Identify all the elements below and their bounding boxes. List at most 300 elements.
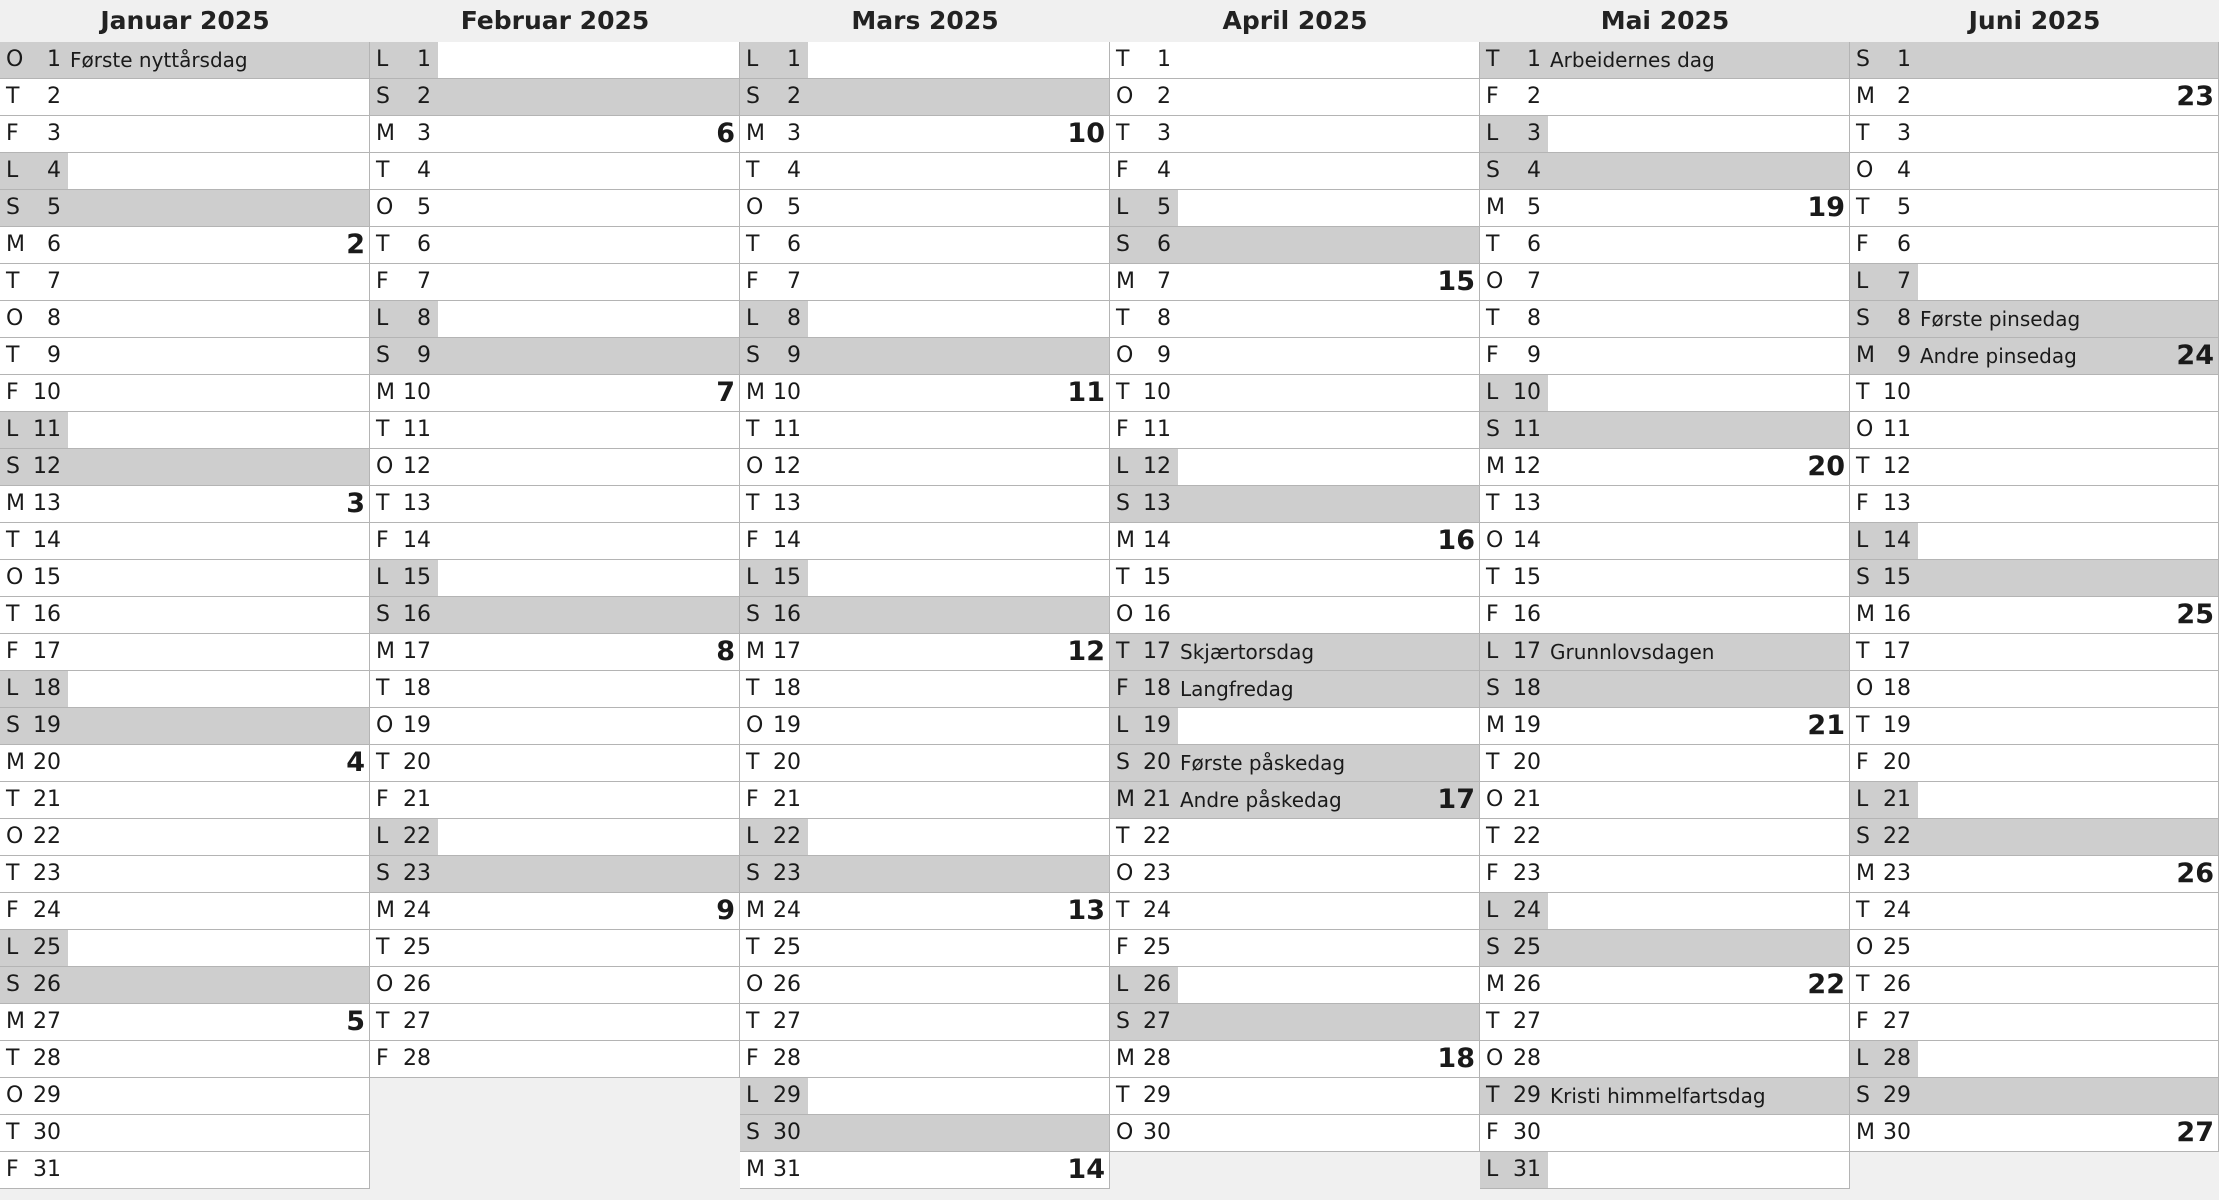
day-cell[interactable] bbox=[0, 1041, 370, 1078]
day-cell[interactable] bbox=[0, 1078, 370, 1115]
day-number: 7 bbox=[787, 269, 801, 294]
day-number: 10 bbox=[33, 380, 61, 405]
weekday-letter: T bbox=[376, 158, 390, 183]
day-cell[interactable] bbox=[740, 227, 1110, 264]
day-number: 3 bbox=[1897, 121, 1911, 146]
day-cell[interactable] bbox=[1480, 301, 1850, 338]
day-cell[interactable] bbox=[0, 301, 370, 338]
weekday-letter: T bbox=[1116, 306, 1130, 331]
weekday-letter: F bbox=[1486, 343, 1499, 368]
day-cell[interactable] bbox=[370, 967, 740, 1004]
day-number: 17 bbox=[1143, 639, 1171, 664]
day-cell[interactable] bbox=[1480, 190, 1850, 227]
day-cell[interactable] bbox=[1110, 1004, 1480, 1041]
day-number: 29 bbox=[773, 1083, 801, 1108]
day-number: 22 bbox=[33, 824, 61, 849]
day-cell[interactable] bbox=[0, 856, 370, 893]
day-cell[interactable] bbox=[1850, 449, 2219, 486]
day-cell[interactable] bbox=[1110, 967, 1480, 1004]
day-cell[interactable] bbox=[1110, 227, 1480, 264]
weekday-letter: O bbox=[6, 1083, 24, 1108]
weekday-letter: L bbox=[376, 47, 389, 72]
weekday-letter: T bbox=[1486, 47, 1500, 72]
day-cell[interactable] bbox=[1110, 42, 1480, 79]
weekday-letter: T bbox=[1486, 1083, 1500, 1108]
day-cell[interactable] bbox=[0, 745, 370, 782]
day-cell[interactable] bbox=[740, 1078, 1110, 1115]
day-cell[interactable] bbox=[370, 227, 740, 264]
day-cell[interactable] bbox=[0, 560, 370, 597]
day-cell[interactable] bbox=[370, 708, 740, 745]
weekday-letter: S bbox=[1486, 158, 1500, 183]
day-number: 30 bbox=[33, 1120, 61, 1145]
day-cell[interactable] bbox=[1110, 1041, 1480, 1078]
day-cell[interactable] bbox=[370, 301, 740, 338]
day-number: 15 bbox=[1143, 565, 1171, 590]
weekday-letter: O bbox=[376, 972, 394, 997]
week-number: 19 bbox=[1807, 192, 1845, 223]
weekday-letter: T bbox=[6, 787, 20, 812]
day-cell[interactable] bbox=[370, 79, 740, 116]
day-number: 29 bbox=[1513, 1083, 1541, 1108]
day-cell[interactable] bbox=[1480, 671, 1850, 708]
day-cell[interactable] bbox=[1480, 412, 1850, 449]
day-number: 8 bbox=[47, 306, 61, 331]
day-cell[interactable] bbox=[1110, 486, 1480, 523]
day-cell[interactable] bbox=[1850, 634, 2219, 671]
day-cell[interactable] bbox=[1850, 79, 2219, 116]
day-number: 27 bbox=[1513, 1009, 1541, 1034]
week-number: 22 bbox=[1807, 969, 1845, 1000]
weekday-letter: S bbox=[376, 84, 390, 109]
day-number: 1 bbox=[787, 47, 801, 72]
day-number: 3 bbox=[47, 121, 61, 146]
day-cell[interactable] bbox=[1850, 1115, 2219, 1152]
day-number: 16 bbox=[33, 602, 61, 627]
day-cell[interactable] bbox=[1850, 930, 2219, 967]
day-cell[interactable] bbox=[1110, 671, 1480, 708]
day-cell[interactable] bbox=[1110, 523, 1480, 560]
day-cell[interactable] bbox=[370, 1004, 740, 1041]
day-cell[interactable] bbox=[1480, 42, 1850, 79]
day-cell[interactable] bbox=[1850, 1041, 2219, 1078]
day-number: 18 bbox=[1513, 676, 1541, 701]
weekday-letter: S bbox=[1116, 750, 1130, 775]
day-cell[interactable] bbox=[740, 634, 1110, 671]
day-cell[interactable] bbox=[0, 967, 370, 1004]
day-number: 30 bbox=[1883, 1120, 1911, 1145]
day-cell[interactable] bbox=[740, 1152, 1110, 1189]
day-cell[interactable] bbox=[1110, 412, 1480, 449]
day-cell[interactable] bbox=[0, 523, 370, 560]
day-cell[interactable] bbox=[1850, 708, 2219, 745]
weekday-letter: F bbox=[1856, 491, 1869, 516]
day-cell[interactable] bbox=[370, 375, 740, 412]
day-cell[interactable] bbox=[1850, 597, 2219, 634]
week-number: 6 bbox=[716, 118, 735, 149]
day-cell[interactable] bbox=[1480, 745, 1850, 782]
day-number: 22 bbox=[403, 824, 431, 849]
weekday-letter: L bbox=[1116, 713, 1129, 738]
weekday-letter: S bbox=[1856, 1083, 1870, 1108]
day-cell[interactable] bbox=[1110, 338, 1480, 375]
day-cell[interactable] bbox=[370, 190, 740, 227]
week-number: 25 bbox=[2176, 599, 2214, 630]
day-number: 25 bbox=[33, 935, 61, 960]
day-cell[interactable] bbox=[1480, 856, 1850, 893]
day-cell[interactable] bbox=[0, 597, 370, 634]
weekday-letter: F bbox=[746, 269, 759, 294]
day-cell[interactable] bbox=[0, 819, 370, 856]
day-number: 15 bbox=[1513, 565, 1541, 590]
day-cell[interactable] bbox=[370, 338, 740, 375]
day-cell[interactable] bbox=[740, 560, 1110, 597]
day-number: 23 bbox=[1883, 861, 1911, 886]
weekday-letter: L bbox=[1486, 121, 1499, 146]
day-number: 13 bbox=[1513, 491, 1541, 516]
day-cell[interactable] bbox=[1110, 819, 1480, 856]
weekday-letter: M bbox=[6, 232, 25, 257]
day-cell[interactable] bbox=[1480, 708, 1850, 745]
day-cell[interactable] bbox=[1480, 1041, 1850, 1078]
week-number: 12 bbox=[1067, 636, 1105, 667]
week-number: 9 bbox=[716, 895, 735, 926]
day-cell[interactable] bbox=[0, 1004, 370, 1041]
day-cell[interactable] bbox=[1110, 1115, 1480, 1152]
day-number: 2 bbox=[417, 84, 431, 109]
day-number: 8 bbox=[1527, 306, 1541, 331]
weekday-letter: O bbox=[1116, 861, 1134, 886]
week-number: 18 bbox=[1437, 1043, 1475, 1074]
day-number: 7 bbox=[1897, 269, 1911, 294]
day-cell[interactable] bbox=[370, 116, 740, 153]
weekday-letter: M bbox=[376, 639, 395, 664]
day-cell[interactable] bbox=[1480, 893, 1850, 930]
day-cell[interactable] bbox=[1850, 1004, 2219, 1041]
day-number: 17 bbox=[1883, 639, 1911, 664]
day-cell[interactable] bbox=[0, 79, 370, 116]
week-number: 26 bbox=[2176, 858, 2214, 889]
day-number: 22 bbox=[773, 824, 801, 849]
weekday-letter: L bbox=[376, 306, 389, 331]
day-cell[interactable] bbox=[1850, 893, 2219, 930]
day-cell[interactable] bbox=[740, 708, 1110, 745]
weekday-letter: O bbox=[1486, 269, 1504, 294]
week-number: 11 bbox=[1067, 377, 1105, 408]
day-number: 16 bbox=[1883, 602, 1911, 627]
day-cell[interactable] bbox=[1480, 1115, 1850, 1152]
day-cell[interactable] bbox=[0, 1115, 370, 1152]
day-cell[interactable] bbox=[0, 449, 370, 486]
day-cell[interactable] bbox=[1850, 745, 2219, 782]
day-cell[interactable] bbox=[0, 153, 370, 190]
day-cell[interactable] bbox=[0, 375, 370, 412]
day-cell[interactable] bbox=[1480, 338, 1850, 375]
day-cell[interactable] bbox=[0, 227, 370, 264]
day-cell[interactable] bbox=[370, 819, 740, 856]
day-cell[interactable] bbox=[740, 930, 1110, 967]
day-cell[interactable] bbox=[0, 338, 370, 375]
day-cell[interactable] bbox=[0, 671, 370, 708]
day-cell[interactable] bbox=[370, 856, 740, 893]
day-number: 30 bbox=[1143, 1120, 1171, 1145]
day-cell[interactable] bbox=[1110, 116, 1480, 153]
weekday-letter: S bbox=[1116, 232, 1130, 257]
weekday-letter: F bbox=[376, 787, 389, 812]
day-cell[interactable] bbox=[1850, 375, 2219, 412]
day-cell[interactable] bbox=[1850, 782, 2219, 819]
day-cell[interactable] bbox=[0, 264, 370, 301]
day-cell[interactable] bbox=[0, 893, 370, 930]
day-cell[interactable] bbox=[1480, 1078, 1850, 1115]
day-cell[interactable] bbox=[1480, 486, 1850, 523]
weekday-letter: O bbox=[1116, 84, 1134, 109]
day-number: 24 bbox=[33, 898, 61, 923]
day-cell[interactable] bbox=[740, 190, 1110, 227]
day-cell[interactable] bbox=[370, 153, 740, 190]
day-cell[interactable] bbox=[1850, 227, 2219, 264]
day-number: 22 bbox=[1143, 824, 1171, 849]
day-number: 12 bbox=[1143, 454, 1171, 479]
weekday-letter: S bbox=[1486, 935, 1500, 960]
holiday-label: Grunnlovsdagen bbox=[1550, 640, 1715, 664]
day-cell[interactable] bbox=[1850, 116, 2219, 153]
day-number: 14 bbox=[33, 528, 61, 553]
day-number: 11 bbox=[773, 417, 801, 442]
day-cell[interactable] bbox=[1850, 560, 2219, 597]
day-cell[interactable] bbox=[1110, 1078, 1480, 1115]
day-cell[interactable] bbox=[0, 486, 370, 523]
weekday-letter: F bbox=[746, 787, 759, 812]
day-cell[interactable] bbox=[0, 708, 370, 745]
day-cell[interactable] bbox=[1850, 523, 2219, 560]
day-number: 30 bbox=[1513, 1120, 1541, 1145]
holiday-label: Kristi himmelfartsdag bbox=[1550, 1084, 1766, 1108]
weekday-letter: L bbox=[6, 417, 19, 442]
day-cell[interactable] bbox=[370, 634, 740, 671]
day-cell[interactable] bbox=[740, 671, 1110, 708]
day-cell[interactable] bbox=[1850, 190, 2219, 227]
day-cell[interactable] bbox=[1850, 486, 2219, 523]
weekday-letter: O bbox=[1116, 343, 1134, 368]
day-cell[interactable] bbox=[1110, 856, 1480, 893]
day-cell[interactable] bbox=[1850, 42, 2219, 79]
day-cell[interactable] bbox=[740, 153, 1110, 190]
day-cell[interactable] bbox=[370, 449, 740, 486]
day-cell[interactable] bbox=[1480, 597, 1850, 634]
weekday-letter: T bbox=[1486, 232, 1500, 257]
day-cell[interactable] bbox=[1480, 449, 1850, 486]
day-cell[interactable] bbox=[1110, 745, 1480, 782]
day-number: 24 bbox=[403, 898, 431, 923]
day-cell[interactable] bbox=[1480, 819, 1850, 856]
month-column bbox=[740, 0, 1110, 1189]
day-cell[interactable] bbox=[1480, 153, 1850, 190]
day-cell[interactable] bbox=[1480, 782, 1850, 819]
weekday-letter: F bbox=[1856, 1009, 1869, 1034]
day-cell[interactable] bbox=[370, 560, 740, 597]
day-cell[interactable] bbox=[370, 782, 740, 819]
day-cell[interactable] bbox=[1850, 1078, 2219, 1115]
day-cell[interactable] bbox=[740, 597, 1110, 634]
day-cell[interactable] bbox=[1110, 634, 1480, 671]
day-cell[interactable] bbox=[370, 264, 740, 301]
day-cell[interactable] bbox=[1480, 116, 1850, 153]
day-cell[interactable] bbox=[1110, 930, 1480, 967]
day-cell[interactable] bbox=[1850, 671, 2219, 708]
day-cell[interactable] bbox=[1110, 560, 1480, 597]
day-number: 11 bbox=[33, 417, 61, 442]
weekday-letter: S bbox=[1856, 565, 1870, 590]
day-cell[interactable] bbox=[740, 264, 1110, 301]
day-cell[interactable] bbox=[740, 1004, 1110, 1041]
day-cell[interactable] bbox=[1110, 893, 1480, 930]
day-cell[interactable] bbox=[1850, 819, 2219, 856]
weekday-letter: L bbox=[746, 306, 759, 331]
day-cell[interactable] bbox=[740, 523, 1110, 560]
day-cell[interactable] bbox=[370, 597, 740, 634]
day-cell[interactable] bbox=[740, 338, 1110, 375]
day-cell[interactable] bbox=[1110, 597, 1480, 634]
day-number: 5 bbox=[787, 195, 801, 220]
day-cell[interactable] bbox=[740, 42, 1110, 79]
weekday-letter: T bbox=[376, 417, 390, 442]
day-cell[interactable] bbox=[740, 412, 1110, 449]
day-cell[interactable] bbox=[740, 967, 1110, 1004]
weekday-letter: T bbox=[746, 1009, 760, 1034]
day-cell[interactable] bbox=[740, 893, 1110, 930]
weekday-letter: T bbox=[746, 491, 760, 516]
day-cell[interactable] bbox=[1480, 1152, 1850, 1189]
day-number: 28 bbox=[1143, 1046, 1171, 1071]
weekday-letter: F bbox=[1116, 158, 1129, 183]
day-cell[interactable] bbox=[1110, 190, 1480, 227]
weekday-letter: T bbox=[746, 158, 760, 183]
day-number: 18 bbox=[1143, 676, 1171, 701]
day-cell[interactable] bbox=[740, 745, 1110, 782]
day-number: 13 bbox=[403, 491, 431, 516]
weekday-letter: T bbox=[746, 417, 760, 442]
day-cell[interactable] bbox=[1850, 856, 2219, 893]
day-cell[interactable] bbox=[370, 671, 740, 708]
day-cell[interactable] bbox=[1480, 634, 1850, 671]
day-cell[interactable] bbox=[0, 116, 370, 153]
day-cell[interactable] bbox=[1850, 153, 2219, 190]
day-cell[interactable] bbox=[740, 375, 1110, 412]
weekday-letter: S bbox=[1116, 491, 1130, 516]
day-cell[interactable] bbox=[1480, 227, 1850, 264]
day-cell[interactable] bbox=[1480, 930, 1850, 967]
day-cell[interactable] bbox=[1110, 153, 1480, 190]
day-cell[interactable] bbox=[1480, 1004, 1850, 1041]
day-number: 8 bbox=[787, 306, 801, 331]
week-number: 8 bbox=[716, 636, 735, 667]
day-cell[interactable] bbox=[1480, 560, 1850, 597]
day-cell[interactable] bbox=[370, 412, 740, 449]
weekday-letter: L bbox=[746, 47, 759, 72]
day-cell[interactable] bbox=[1850, 967, 2219, 1004]
weekday-letter: O bbox=[376, 713, 394, 738]
day-number: 19 bbox=[1143, 713, 1171, 738]
day-cell[interactable] bbox=[0, 190, 370, 227]
day-cell[interactable] bbox=[370, 930, 740, 967]
day-cell[interactable] bbox=[740, 486, 1110, 523]
day-number: 14 bbox=[1883, 528, 1911, 553]
holiday-label: Arbeidernes dag bbox=[1550, 48, 1715, 72]
day-cell[interactable] bbox=[740, 449, 1110, 486]
day-number: 26 bbox=[1883, 972, 1911, 997]
day-cell[interactable] bbox=[1480, 967, 1850, 1004]
day-cell[interactable] bbox=[0, 930, 370, 967]
day-cell[interactable] bbox=[740, 782, 1110, 819]
day-cell[interactable] bbox=[1110, 264, 1480, 301]
weekday-letter: M bbox=[376, 121, 395, 146]
day-cell[interactable] bbox=[740, 1115, 1110, 1152]
day-number: 10 bbox=[403, 380, 431, 405]
day-cell[interactable] bbox=[740, 1041, 1110, 1078]
day-cell[interactable] bbox=[370, 523, 740, 560]
day-cell[interactable] bbox=[740, 116, 1110, 153]
day-number: 21 bbox=[403, 787, 431, 812]
day-cell[interactable] bbox=[0, 782, 370, 819]
day-cell[interactable] bbox=[740, 79, 1110, 116]
day-number: 22 bbox=[1513, 824, 1541, 849]
day-number: 10 bbox=[1513, 380, 1541, 405]
day-cell[interactable] bbox=[370, 745, 740, 782]
day-cell[interactable] bbox=[1850, 412, 2219, 449]
weekday-letter: M bbox=[1486, 454, 1505, 479]
day-cell[interactable] bbox=[370, 42, 740, 79]
day-cell[interactable] bbox=[1850, 338, 2219, 375]
day-number: 15 bbox=[33, 565, 61, 590]
day-cell[interactable] bbox=[1110, 708, 1480, 745]
day-number: 25 bbox=[403, 935, 431, 960]
day-cell[interactable] bbox=[740, 819, 1110, 856]
day-cell[interactable] bbox=[740, 856, 1110, 893]
day-cell[interactable] bbox=[740, 301, 1110, 338]
day-cell[interactable] bbox=[1850, 301, 2219, 338]
weekday-letter: S bbox=[6, 195, 20, 220]
day-cell[interactable] bbox=[370, 893, 740, 930]
day-number: 23 bbox=[773, 861, 801, 886]
day-cell[interactable] bbox=[1480, 264, 1850, 301]
day-cell[interactable] bbox=[1480, 375, 1850, 412]
day-cell[interactable] bbox=[1110, 79, 1480, 116]
day-cell[interactable] bbox=[1480, 523, 1850, 560]
day-number: 29 bbox=[1143, 1083, 1171, 1108]
day-cell[interactable] bbox=[370, 1041, 740, 1078]
day-cell[interactable] bbox=[0, 412, 370, 449]
day-number: 30 bbox=[773, 1120, 801, 1145]
day-cell[interactable] bbox=[1110, 375, 1480, 412]
day-cell[interactable] bbox=[0, 634, 370, 671]
weekday-letter: S bbox=[1486, 676, 1500, 701]
day-cell[interactable] bbox=[1110, 449, 1480, 486]
day-cell[interactable] bbox=[1110, 782, 1480, 819]
weekday-letter: L bbox=[376, 565, 389, 590]
day-cell[interactable] bbox=[1480, 79, 1850, 116]
day-cell[interactable] bbox=[0, 1152, 370, 1189]
weekday-letter: T bbox=[746, 750, 760, 775]
weekday-letter: S bbox=[376, 861, 390, 886]
weekday-letter: M bbox=[1116, 528, 1135, 553]
day-cell[interactable] bbox=[1110, 301, 1480, 338]
day-cell[interactable] bbox=[1850, 264, 2219, 301]
day-number: 4 bbox=[1157, 158, 1171, 183]
day-cell[interactable] bbox=[370, 486, 740, 523]
weekday-letter: O bbox=[376, 195, 394, 220]
day-cell[interactable] bbox=[0, 42, 370, 79]
